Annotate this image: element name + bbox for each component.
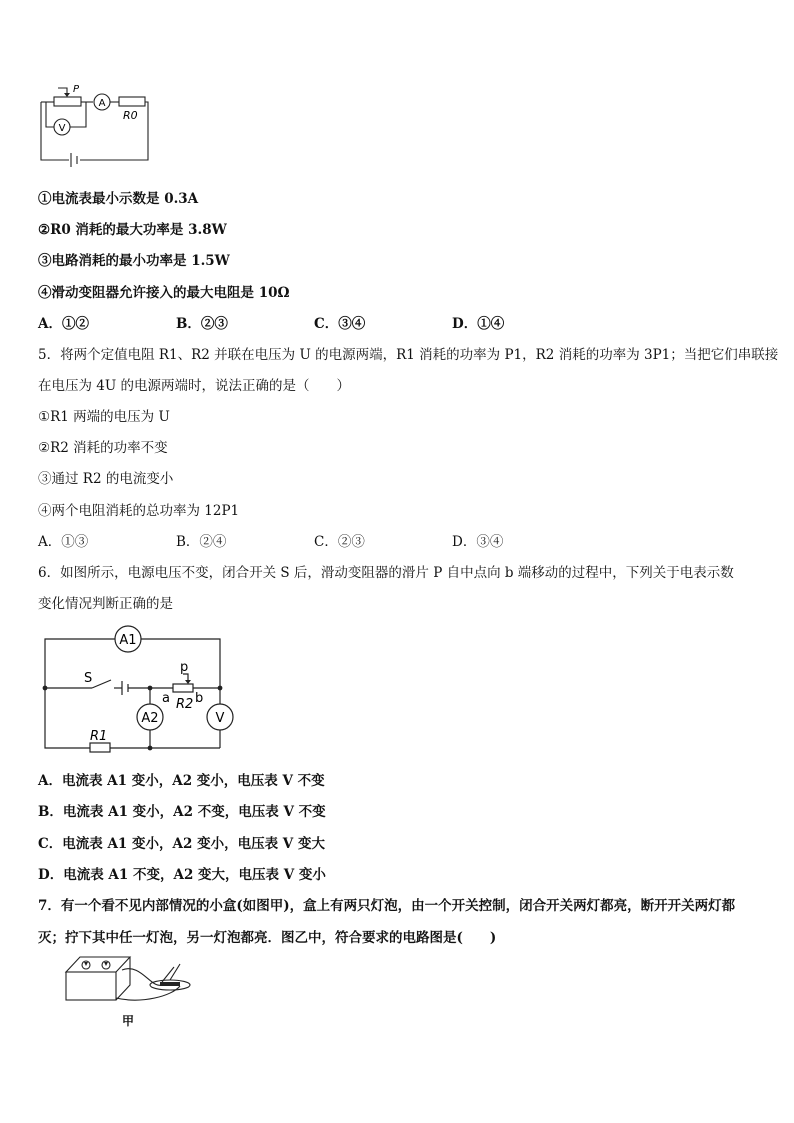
q5-statement-2: ②R2 消耗的功率不变 (38, 440, 168, 456)
q6-a2-label: A2 (141, 711, 159, 726)
q7-box-figure (62, 952, 197, 1012)
q4-option-c[interactable]: C．③④ (314, 316, 366, 332)
q6-r1-label: R1 (90, 729, 108, 744)
q5-statement-1: ①R1 两端的电压为 U (38, 409, 170, 425)
q6-option-a[interactable]: A．电流表 A1 变小，A2 变小，电压表 V 不变 (38, 773, 325, 789)
q6-r2-label: R2 (176, 697, 194, 712)
q4-option-a[interactable]: A．①② (38, 316, 89, 332)
q6-circuit-diagram (40, 622, 250, 757)
q5-option-c[interactable]: C．②③ (314, 534, 365, 550)
q6-p-label: p (180, 660, 189, 675)
q5-option-d[interactable]: D．③④ (452, 534, 504, 550)
q6-option-b[interactable]: B．电流表 A1 变小，A2 不变，电压表 V 不变 (38, 804, 326, 820)
q6-a1-label: A1 (119, 633, 137, 648)
q6-stem-line-2: 变化情况判断正确的是 (38, 596, 173, 612)
q7-stem-line-2: 灭；拧下其中任一灯泡，另一灯泡都亮．图乙中，符合要求的电路图是( ) (38, 930, 497, 946)
q4-statement-4: ④滑动变阻器允许接入的最大电阻是 10Ω (38, 285, 290, 301)
q4-option-b[interactable]: B．②③ (176, 316, 228, 332)
q5-statement-4: ④两个电阻消耗的总功率为 12P1 (38, 503, 240, 519)
q4-option-d[interactable]: D．①④ (452, 316, 505, 332)
q6-stem-line-1: 6．如图所示，电源电压不变，闭合开关 S 后，滑动变阻器的滑片 P 自中点向 b 端移动的过程中，下列关于电表示数 (38, 565, 734, 581)
q7-stem-line-1: 7．有一个看不见内部情况的小盒(如图甲)，盒上有两只灯泡，由一个开关控制，闭合开关两灯都亮，断开开关两灯都 (38, 898, 736, 914)
q5-stem-line-1: 5．将两个定值电阻 R1、R2 并联在电压为 U 的电源两端，R1 消耗的功率为 P1，R2 消耗的功率为 3P1；当把它们串联接 (38, 347, 779, 363)
q6-b-terminal-label: b (195, 691, 204, 706)
q4-label-p: P (73, 84, 80, 95)
q6-switch-label: S (84, 671, 93, 686)
q6-option-d[interactable]: D．电流表 A1 不变，A2 变大，电压表 V 变小 (38, 867, 326, 883)
q4-voltmeter-label: V (58, 123, 66, 134)
q4-statement-3: ③电路消耗的最小功率是 1.5W (38, 253, 230, 269)
q6-a-terminal-label: a (162, 691, 170, 706)
q4-statement-2: ②R0 消耗的最大功率是 3.8W (38, 222, 227, 238)
q4-circuit-diagram (36, 82, 151, 172)
q6-v-label: V (215, 711, 225, 726)
q5-statement-3: ③通过 R2 的电流变小 (38, 471, 174, 487)
q4-statement-1: ①电流表最小示数是 0.3A (38, 191, 199, 207)
q6-option-c[interactable]: C．电流表 A1 变小，A2 变小，电压表 V 变大 (38, 836, 325, 852)
q5-stem-line-2: 在电压为 4U 的电源两端时，说法正确的是（ ） (38, 378, 351, 394)
q7-figure-caption: 甲 (122, 1014, 135, 1028)
q5-option-b[interactable]: B．②④ (176, 534, 227, 550)
q4-ammeter-label: A (98, 98, 106, 109)
q4-r0-label: R0 (123, 109, 138, 122)
q5-option-a[interactable]: A．①③ (38, 534, 89, 550)
